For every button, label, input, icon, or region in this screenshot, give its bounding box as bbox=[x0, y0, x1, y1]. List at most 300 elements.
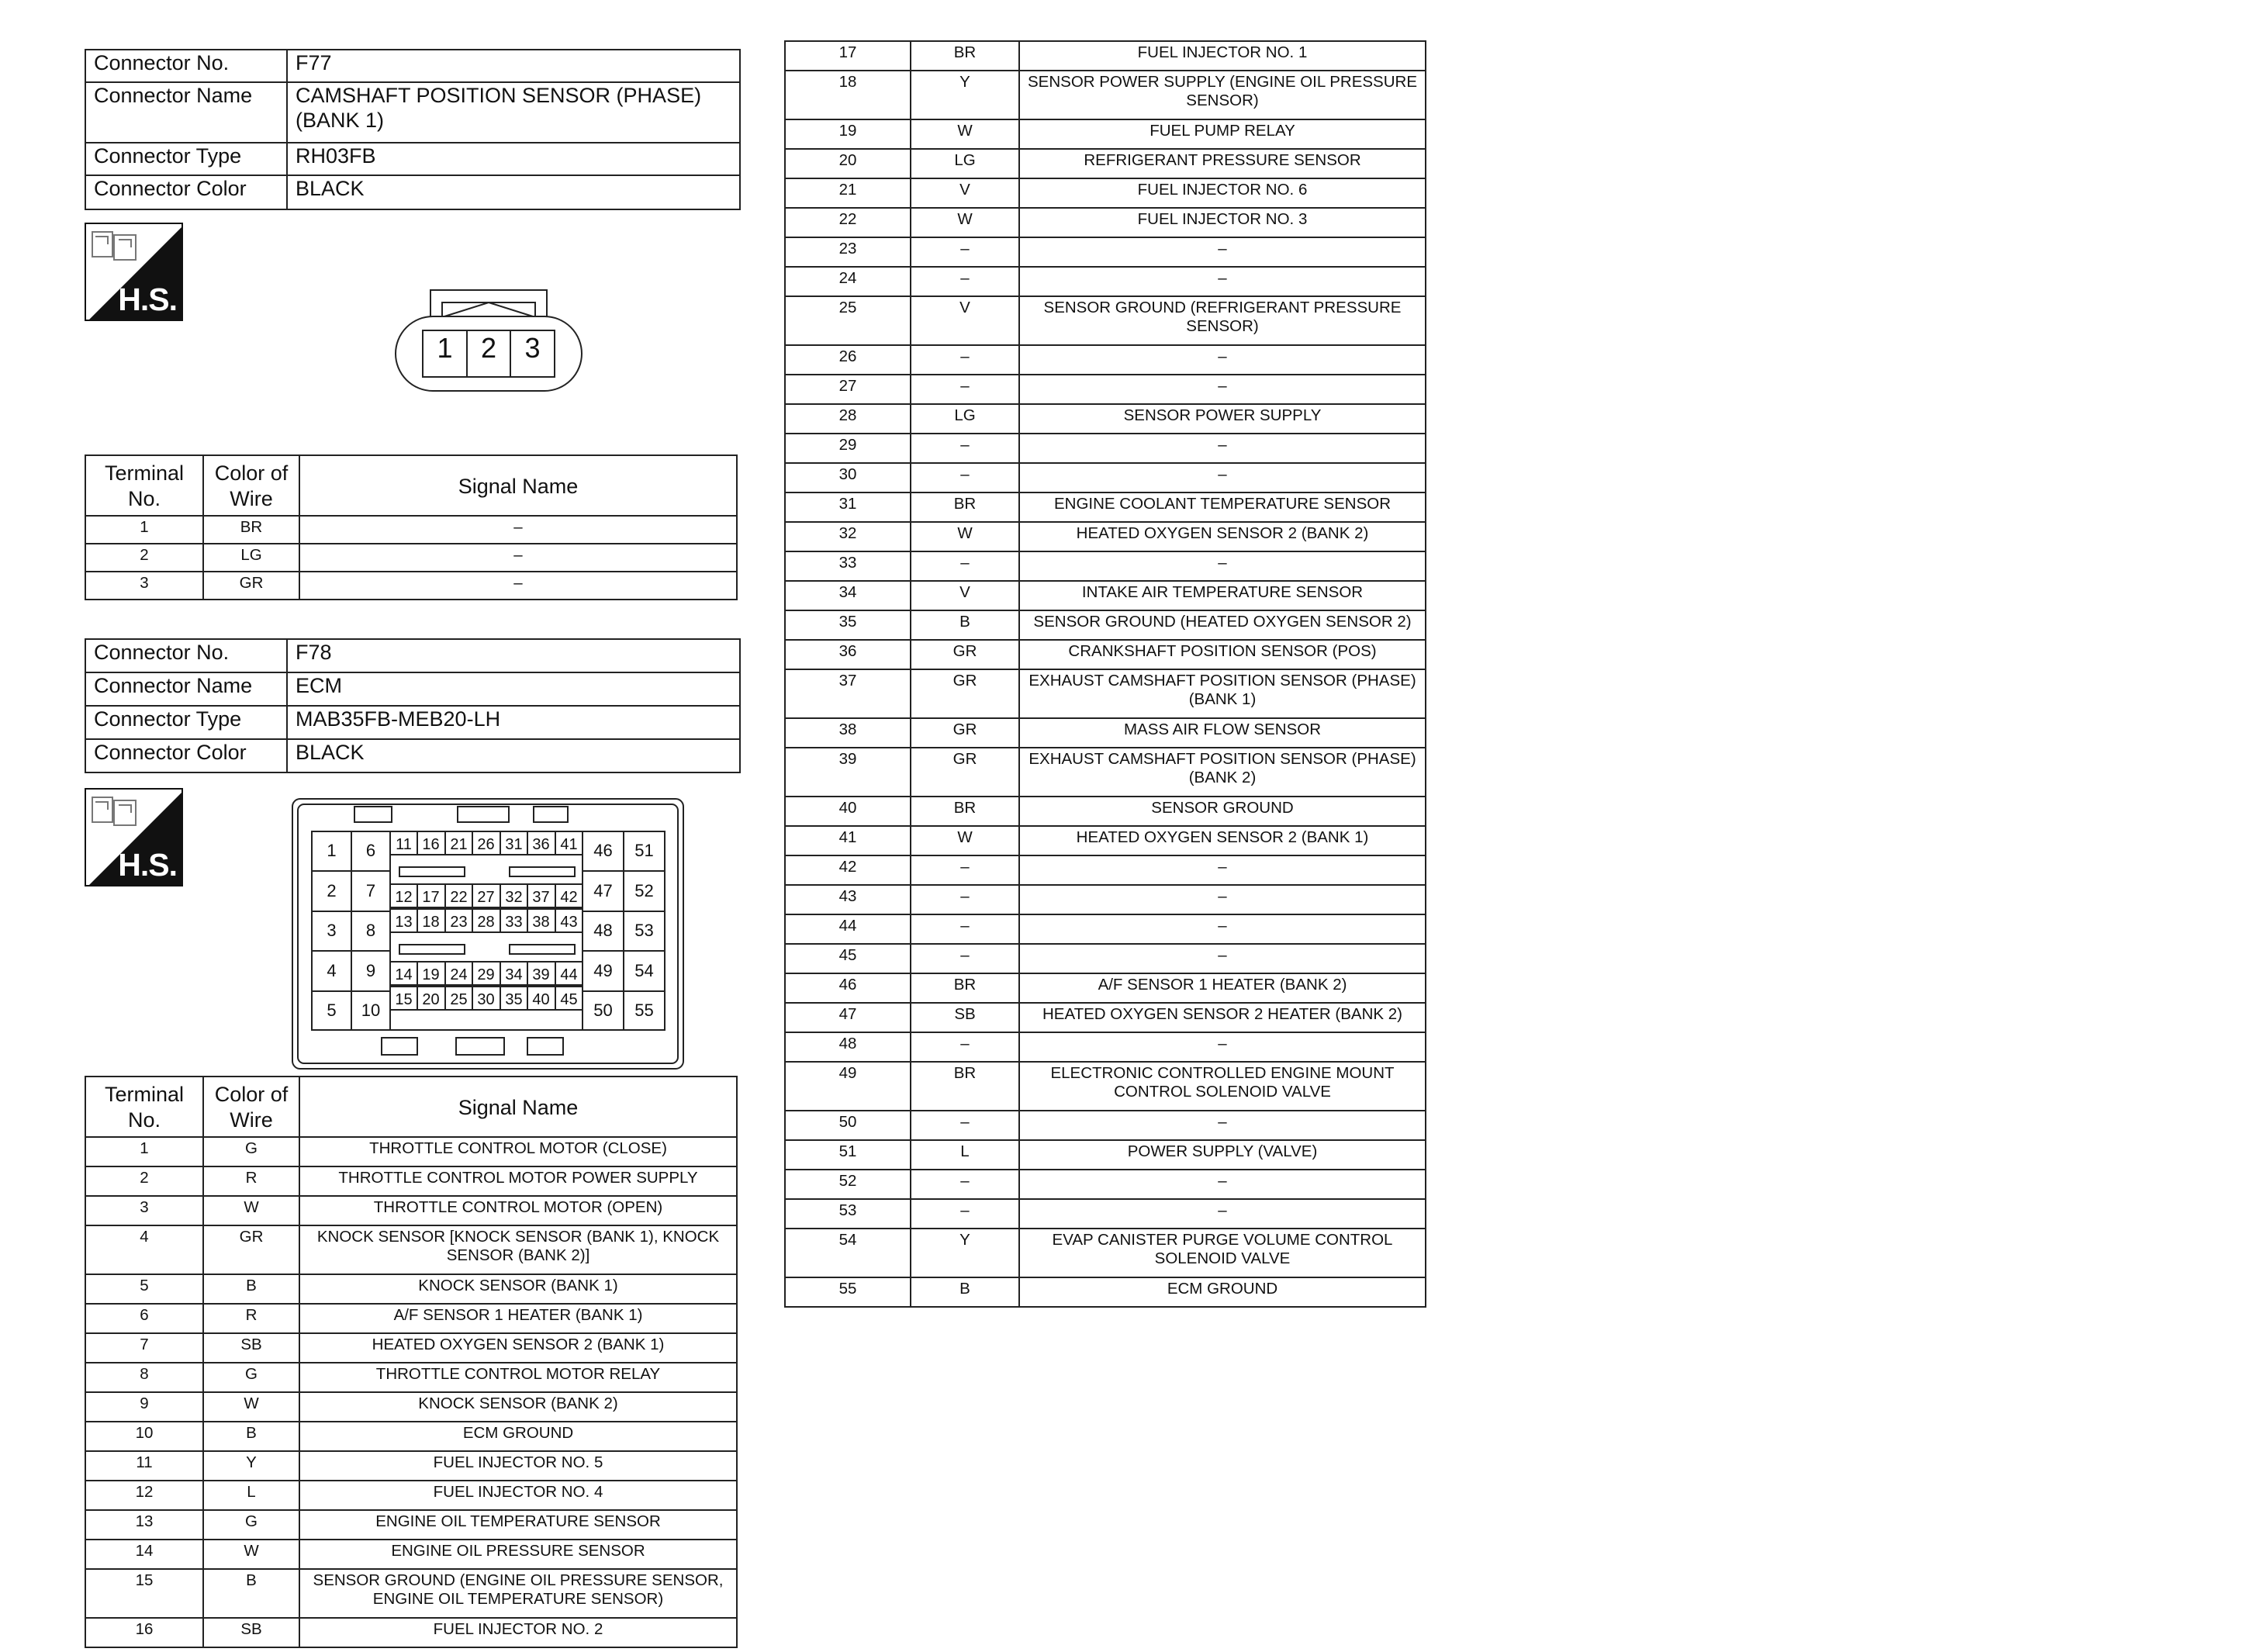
table-row bbox=[785, 1199, 1426, 1229]
signal-name-line: EXHAUST CAMSHAFT POSITION SENSOR (PHASE) bbox=[1029, 672, 1416, 689]
wire-color: – bbox=[911, 463, 1019, 492]
f78-cavity: 13 bbox=[395, 914, 413, 931]
f78-cavity-8: 8 bbox=[365, 921, 376, 940]
f78-cavity: 21 bbox=[450, 836, 468, 853]
table-row bbox=[785, 748, 1426, 797]
f78-cavity: 35 bbox=[505, 991, 523, 1008]
signal-name-line: SENSOR) bbox=[1186, 317, 1259, 335]
table-row bbox=[785, 267, 1426, 296]
terminal-no: 3 bbox=[85, 1196, 203, 1225]
f77-header-wire bbox=[203, 455, 299, 516]
table-row bbox=[785, 973, 1426, 1003]
signal-name-line: ENGINE OIL TEMPERATURE SENSOR) bbox=[372, 1590, 664, 1608]
f78-connector-no: F78 bbox=[287, 639, 740, 672]
f78-header-terminal-l2: No. bbox=[127, 1108, 161, 1132]
signal-name-line: FUEL INJECTOR NO. 6 bbox=[1137, 181, 1308, 199]
table-row bbox=[785, 237, 1426, 267]
f77-connector-type: RH03FB bbox=[287, 143, 740, 175]
f77-connector-name bbox=[287, 82, 740, 143]
signal-name-line: SENSOR POWER SUPPLY (ENGINE OIL PRESSURE bbox=[1028, 73, 1417, 91]
signal-name: – bbox=[299, 572, 737, 600]
terminal-no: 43 bbox=[785, 885, 911, 914]
signal-name bbox=[1019, 1199, 1426, 1229]
signal-name bbox=[1019, 119, 1426, 149]
terminal-no: 5 bbox=[85, 1274, 203, 1304]
wire-color: W bbox=[911, 522, 1019, 551]
wire-color: W bbox=[911, 208, 1019, 237]
f78-pin-table-left bbox=[85, 1076, 738, 1648]
f78-cavity: 20 bbox=[422, 991, 440, 1008]
f78-cavity-7: 7 bbox=[365, 881, 376, 900]
terminal-no: 2 bbox=[85, 544, 203, 572]
f78-cavity: 15 bbox=[395, 991, 413, 1008]
table-row bbox=[785, 1140, 1426, 1170]
wire-color: B bbox=[911, 1277, 1019, 1307]
terminal-no: 15 bbox=[85, 1569, 203, 1618]
terminal-no: 18 bbox=[785, 71, 911, 119]
terminal-no: 25 bbox=[785, 296, 911, 345]
f78-cavity: 37 bbox=[532, 889, 550, 906]
f78-pin-table-right bbox=[784, 40, 1426, 1308]
f78-cavity: 23 bbox=[450, 914, 468, 931]
table-row bbox=[785, 1277, 1426, 1307]
signal-name-line: THROTTLE CONTROL MOTOR (OPEN) bbox=[373, 1198, 663, 1216]
signal-name bbox=[1019, 1229, 1426, 1277]
signal-name-line: – bbox=[1218, 858, 1227, 876]
wire-color: – bbox=[911, 551, 1019, 581]
terminal-no: 46 bbox=[785, 973, 911, 1003]
wire-color: BR bbox=[911, 797, 1019, 826]
signal-name-line: THROTTLE CONTROL MOTOR (CLOSE) bbox=[369, 1139, 667, 1157]
f78-cavity: 25 bbox=[450, 991, 468, 1008]
f78-cavity-49: 49 bbox=[593, 961, 613, 980]
wire-color: – bbox=[911, 1032, 1019, 1062]
signal-name-line: MASS AIR FLOW SENSOR bbox=[1123, 721, 1322, 738]
wire-color: LG bbox=[203, 544, 299, 572]
signal-name-line: – bbox=[1218, 1035, 1227, 1052]
f78-cavity-1: 1 bbox=[327, 841, 337, 860]
table-row bbox=[85, 1510, 737, 1540]
f78-cavity: 22 bbox=[450, 889, 468, 906]
f78-cavity: 43 bbox=[560, 914, 578, 931]
table-row bbox=[785, 1003, 1426, 1032]
terminal-no: 31 bbox=[785, 492, 911, 522]
signal-name-line: POWER SUPPLY (VALVE) bbox=[1127, 1142, 1318, 1160]
signal-name bbox=[1019, 973, 1426, 1003]
table-row bbox=[785, 640, 1426, 669]
wire-color: W bbox=[203, 1540, 299, 1569]
signal-name bbox=[1019, 581, 1426, 610]
signal-name bbox=[1019, 1062, 1426, 1111]
wire-color: W bbox=[203, 1392, 299, 1422]
signal-name bbox=[299, 1196, 737, 1225]
table-row bbox=[785, 1170, 1426, 1199]
signal-name bbox=[299, 1392, 737, 1422]
table-row bbox=[785, 1062, 1426, 1111]
terminal-no: 44 bbox=[785, 914, 911, 944]
wire-color: W bbox=[911, 826, 1019, 855]
f78-cavity: 30 bbox=[477, 991, 495, 1008]
wire-color: – bbox=[911, 345, 1019, 375]
signal-name bbox=[299, 1422, 737, 1451]
table-row bbox=[85, 1363, 737, 1392]
table-row bbox=[85, 1196, 737, 1225]
signal-name bbox=[1019, 669, 1426, 718]
signal-name bbox=[1019, 944, 1426, 973]
terminal-no: 14 bbox=[85, 1540, 203, 1569]
signal-name-line: – bbox=[1218, 347, 1227, 365]
table-row bbox=[785, 41, 1426, 71]
signal-name-line: – bbox=[1218, 269, 1227, 287]
signal-name: – bbox=[299, 516, 737, 544]
f78-connector-type-label: Connector Type bbox=[85, 706, 287, 739]
wire-color: GR bbox=[911, 748, 1019, 797]
table-row bbox=[785, 797, 1426, 826]
f78-cavity: 33 bbox=[505, 914, 523, 931]
signal-name-line: – bbox=[1218, 436, 1227, 454]
f77-cavity-1: 1 bbox=[437, 332, 453, 364]
signal-name bbox=[1019, 826, 1426, 855]
signal-name bbox=[1019, 718, 1426, 748]
signal-name bbox=[1019, 267, 1426, 296]
signal-name-line: SENSOR GROUND (HEATED OXYGEN SENSOR 2) bbox=[1033, 613, 1412, 631]
terminal-no: 19 bbox=[785, 119, 911, 149]
terminal-no: 13 bbox=[85, 1510, 203, 1540]
table-row bbox=[785, 404, 1426, 434]
f78-cavity-9: 9 bbox=[365, 961, 376, 980]
wire-color: – bbox=[911, 1111, 1019, 1140]
wire-color: B bbox=[911, 610, 1019, 640]
f77-cavity-3: 3 bbox=[524, 332, 541, 364]
terminal-no: 30 bbox=[785, 463, 911, 492]
f78-cavity-6: 6 bbox=[365, 841, 376, 860]
terminal-no: 38 bbox=[785, 718, 911, 748]
signal-name bbox=[299, 1618, 737, 1647]
connector-mini-icon bbox=[91, 794, 140, 828]
wire-color: BR bbox=[911, 41, 1019, 71]
f78-cavity-10: 10 bbox=[361, 1001, 381, 1020]
f78-rows-right bbox=[785, 41, 1426, 1307]
signal-name bbox=[299, 1137, 737, 1166]
terminal-no: 33 bbox=[785, 551, 911, 581]
signal-name bbox=[1019, 404, 1426, 434]
wire-color: – bbox=[911, 375, 1019, 404]
wire-color: L bbox=[203, 1481, 299, 1510]
signal-name bbox=[1019, 748, 1426, 797]
signal-name-line: FUEL INJECTOR NO. 1 bbox=[1137, 43, 1308, 61]
wire-color: – bbox=[911, 1199, 1019, 1229]
table-row bbox=[85, 1618, 737, 1647]
signal-name bbox=[1019, 1111, 1426, 1140]
signal-name-line: – bbox=[1218, 1201, 1227, 1219]
wire-color: – bbox=[911, 944, 1019, 973]
f78-cavity: 32 bbox=[505, 889, 523, 906]
signal-name-line: HEATED OXYGEN SENSOR 2 (BANK 2) bbox=[1076, 524, 1369, 542]
table-row bbox=[85, 1274, 737, 1304]
signal-name-line: KNOCK SENSOR (BANK 2) bbox=[418, 1395, 618, 1412]
f78-header-wire-l1: Color of bbox=[214, 1083, 289, 1106]
signal-name bbox=[1019, 71, 1426, 119]
table-row bbox=[785, 944, 1426, 973]
signal-name-line: A/F SENSOR 1 HEATER (BANK 2) bbox=[1098, 976, 1347, 994]
f78-cavity: 34 bbox=[505, 966, 523, 983]
table-row bbox=[785, 581, 1426, 610]
f78-connector-color-label: Connector Color bbox=[85, 739, 287, 772]
f78-cavity: 18 bbox=[422, 914, 440, 931]
wire-color: G bbox=[203, 1510, 299, 1540]
signal-name-line: ENGINE OIL TEMPERATURE SENSOR bbox=[375, 1512, 661, 1530]
signal-name-line: ENGINE OIL PRESSURE SENSOR bbox=[391, 1542, 645, 1560]
signal-name bbox=[1019, 41, 1426, 71]
f77-connector-no: F77 bbox=[287, 50, 740, 82]
terminal-no: 17 bbox=[785, 41, 911, 71]
signal-name-line: – bbox=[1218, 946, 1227, 964]
signal-name-line: – bbox=[1218, 465, 1227, 483]
table-row bbox=[785, 522, 1426, 551]
wire-color: Y bbox=[911, 71, 1019, 119]
signal-name-line: A/F SENSOR 1 HEATER (BANK 1) bbox=[393, 1306, 643, 1324]
f78-cavity: 29 bbox=[477, 966, 495, 983]
f78-cavity: 14 bbox=[395, 966, 413, 983]
signal-name-line: THROTTLE CONTROL MOTOR POWER SUPPLY bbox=[338, 1169, 698, 1187]
wire-color: V bbox=[911, 296, 1019, 345]
table-row bbox=[785, 375, 1426, 404]
table-row bbox=[85, 1225, 737, 1274]
signal-name bbox=[1019, 885, 1426, 914]
f78-header-terminal bbox=[85, 1077, 203, 1137]
wire-color: GR bbox=[203, 572, 299, 600]
signal-name bbox=[1019, 1032, 1426, 1062]
terminal-no: 16 bbox=[85, 1618, 203, 1647]
signal-name-line: ELECTRONIC CONTROLLED ENGINE MOUNT bbox=[1050, 1064, 1395, 1082]
table-row bbox=[785, 208, 1426, 237]
f78-connector-info-table bbox=[85, 638, 741, 773]
f78-cavity-5: 5 bbox=[327, 1001, 337, 1020]
table-row bbox=[85, 1166, 737, 1196]
signal-name bbox=[1019, 375, 1426, 404]
f78-cavity-54: 54 bbox=[634, 961, 654, 980]
f78-connector-name: ECM bbox=[287, 672, 740, 706]
signal-name-line: HEATED OXYGEN SENSOR 2 HEATER (BANK 2) bbox=[1042, 1005, 1402, 1023]
terminal-no: 26 bbox=[785, 345, 911, 375]
f77-header-terminal bbox=[85, 455, 203, 516]
signal-name bbox=[1019, 492, 1426, 522]
table-row bbox=[785, 610, 1426, 640]
signal-name-line: SENSOR POWER SUPPLY bbox=[1123, 406, 1322, 424]
f78-cavity: 40 bbox=[532, 991, 550, 1008]
f77-connector-color: BLACK bbox=[287, 175, 740, 209]
signal-name bbox=[1019, 345, 1426, 375]
wire-color: W bbox=[203, 1196, 299, 1225]
signal-name-line: ECM GROUND bbox=[462, 1424, 574, 1442]
table-row bbox=[785, 551, 1426, 581]
signal-name-line: – bbox=[1218, 1172, 1227, 1190]
signal-name bbox=[1019, 855, 1426, 885]
terminal-no: 10 bbox=[85, 1422, 203, 1451]
table-row bbox=[785, 463, 1426, 492]
f78-header-terminal-l1: Terminal bbox=[104, 1083, 185, 1106]
wire-color: – bbox=[911, 914, 1019, 944]
table-row bbox=[85, 1422, 737, 1451]
f78-header-signal: Signal Name bbox=[299, 1077, 737, 1137]
signal-name: – bbox=[299, 544, 737, 572]
terminal-no: 52 bbox=[785, 1170, 911, 1199]
wire-color: – bbox=[911, 885, 1019, 914]
table-row bbox=[785, 885, 1426, 914]
signal-name-line: – bbox=[1218, 887, 1227, 905]
terminal-no: 50 bbox=[785, 1111, 911, 1140]
f78-cavity-46: 46 bbox=[593, 841, 613, 860]
terminal-no: 1 bbox=[85, 1137, 203, 1166]
terminal-no: 27 bbox=[785, 375, 911, 404]
terminal-no: 20 bbox=[785, 149, 911, 178]
wire-color: B bbox=[203, 1274, 299, 1304]
f78-cavity: 16 bbox=[422, 836, 440, 853]
f77-connector-name-line1: CAMSHAFT POSITION SENSOR (PHASE) bbox=[296, 84, 702, 107]
signal-name-line: CRANKSHAFT POSITION SENSOR (POS) bbox=[1068, 642, 1377, 660]
f78-header-wire bbox=[203, 1077, 299, 1137]
table-row bbox=[85, 1392, 737, 1422]
f78-connector-type: MAB35FB-MEB20-LH bbox=[287, 706, 740, 739]
signal-name-line: – bbox=[1218, 1113, 1227, 1131]
terminal-no: 4 bbox=[85, 1225, 203, 1274]
table-row bbox=[785, 71, 1426, 119]
signal-name bbox=[299, 1333, 737, 1363]
terminal-no: 8 bbox=[85, 1363, 203, 1392]
table-row bbox=[785, 149, 1426, 178]
signal-name bbox=[299, 1510, 737, 1540]
f78-cavity-48: 48 bbox=[593, 921, 613, 940]
table-row bbox=[785, 914, 1426, 944]
signal-name bbox=[1019, 610, 1426, 640]
wire-color: Y bbox=[911, 1229, 1019, 1277]
table-row bbox=[785, 119, 1426, 149]
wire-color: LG bbox=[911, 149, 1019, 178]
signal-name-line: (BANK 1) bbox=[1188, 690, 1257, 708]
terminal-no: 37 bbox=[785, 669, 911, 718]
signal-name bbox=[299, 1304, 737, 1333]
terminal-no: 11 bbox=[85, 1451, 203, 1481]
signal-name-line: – bbox=[1218, 377, 1227, 395]
wire-color: G bbox=[203, 1363, 299, 1392]
table-row bbox=[785, 345, 1426, 375]
signal-name-line: HEATED OXYGEN SENSOR 2 (BANK 1) bbox=[1076, 828, 1369, 846]
signal-name bbox=[1019, 522, 1426, 551]
table-row bbox=[785, 434, 1426, 463]
signal-name bbox=[299, 1225, 737, 1274]
terminal-no: 1 bbox=[85, 516, 203, 544]
wire-color: LG bbox=[911, 404, 1019, 434]
wire-color: – bbox=[911, 855, 1019, 885]
table-row bbox=[85, 544, 737, 572]
signal-name-line: FUEL PUMP RELAY bbox=[1150, 122, 1295, 140]
f78-cavity: 26 bbox=[477, 836, 495, 853]
signal-name bbox=[1019, 1170, 1426, 1199]
f77-header-terminal-l1: Terminal bbox=[104, 461, 185, 485]
f78-cavity-55: 55 bbox=[634, 1001, 654, 1020]
signal-name-line: FUEL INJECTOR NO. 3 bbox=[1137, 210, 1308, 228]
terminal-no: 42 bbox=[785, 855, 911, 885]
signal-name-line: FUEL INJECTOR NO. 5 bbox=[433, 1453, 603, 1471]
terminal-no: 24 bbox=[785, 267, 911, 296]
f77-header-wire-l2: Wire bbox=[230, 487, 273, 510]
f77-connector-no-label: Connector No. bbox=[85, 50, 287, 82]
wire-color: BR bbox=[911, 492, 1019, 522]
f77-harness-side-badge bbox=[85, 223, 183, 321]
signal-name bbox=[299, 1481, 737, 1510]
terminal-no: 3 bbox=[85, 572, 203, 600]
signal-name-line: SENSOR (BANK 2)] bbox=[446, 1246, 590, 1264]
f77-header-signal: Signal Name bbox=[299, 455, 737, 516]
signal-name bbox=[299, 1451, 737, 1481]
wire-color: B bbox=[203, 1422, 299, 1451]
f78-connector-color: BLACK bbox=[287, 739, 740, 772]
signal-name-line: SENSOR GROUND bbox=[1151, 799, 1294, 817]
table-row bbox=[785, 1111, 1426, 1140]
wire-color: V bbox=[911, 178, 1019, 208]
wire-color: SB bbox=[203, 1618, 299, 1647]
f78-connector-name-label: Connector Name bbox=[85, 672, 287, 706]
terminal-no: 32 bbox=[785, 522, 911, 551]
table-row bbox=[785, 718, 1426, 748]
f78-header-wire-l2: Wire bbox=[230, 1108, 273, 1132]
f77-connector-name-label: Connector Name bbox=[85, 82, 287, 143]
wire-color: GR bbox=[203, 1225, 299, 1274]
terminal-no: 2 bbox=[85, 1166, 203, 1196]
signal-name-line: CONTROL SOLENOID VALVE bbox=[1114, 1083, 1331, 1101]
f78-rows-left bbox=[85, 1137, 737, 1647]
terminal-no: 12 bbox=[85, 1481, 203, 1510]
signal-name bbox=[1019, 1277, 1426, 1307]
signal-name-line: – bbox=[1218, 554, 1227, 572]
wire-color: L bbox=[911, 1140, 1019, 1170]
f78-cavity: 36 bbox=[532, 836, 550, 853]
f78-cavity: 27 bbox=[477, 889, 495, 906]
terminal-no: 29 bbox=[785, 434, 911, 463]
terminal-no: 54 bbox=[785, 1229, 911, 1277]
f78-cavity: 12 bbox=[395, 889, 413, 906]
terminal-no: 23 bbox=[785, 237, 911, 267]
table-row bbox=[785, 296, 1426, 345]
terminal-no: 35 bbox=[785, 610, 911, 640]
f78-cavity: 24 bbox=[450, 966, 468, 983]
f78-cavity-2: 2 bbox=[327, 881, 337, 900]
wire-color: V bbox=[911, 581, 1019, 610]
terminal-no: 45 bbox=[785, 944, 911, 973]
connector-mini-icon bbox=[91, 229, 140, 263]
signal-name-line: – bbox=[1218, 917, 1227, 935]
table-row bbox=[85, 1451, 737, 1481]
wire-color: – bbox=[911, 434, 1019, 463]
terminal-no: 41 bbox=[785, 826, 911, 855]
signal-name-line: HEATED OXYGEN SENSOR 2 (BANK 1) bbox=[372, 1336, 665, 1353]
table-row bbox=[85, 572, 737, 600]
terminal-no: 48 bbox=[785, 1032, 911, 1062]
wire-color: GR bbox=[911, 640, 1019, 669]
f77-hs-label: H.S. bbox=[118, 282, 177, 317]
wire-color: SB bbox=[203, 1333, 299, 1363]
f78-cavity: 44 bbox=[560, 966, 578, 983]
terminal-no: 21 bbox=[785, 178, 911, 208]
table-row bbox=[785, 178, 1426, 208]
table-row bbox=[785, 1032, 1426, 1062]
f78-harness-side-badge bbox=[85, 788, 183, 886]
f77-pin-table bbox=[85, 454, 738, 600]
signal-name-line: FUEL INJECTOR NO. 2 bbox=[433, 1620, 603, 1638]
signal-name-line: KNOCK SENSOR (BANK 1) bbox=[418, 1277, 618, 1294]
signal-name bbox=[1019, 208, 1426, 237]
wire-color: BR bbox=[203, 516, 299, 544]
